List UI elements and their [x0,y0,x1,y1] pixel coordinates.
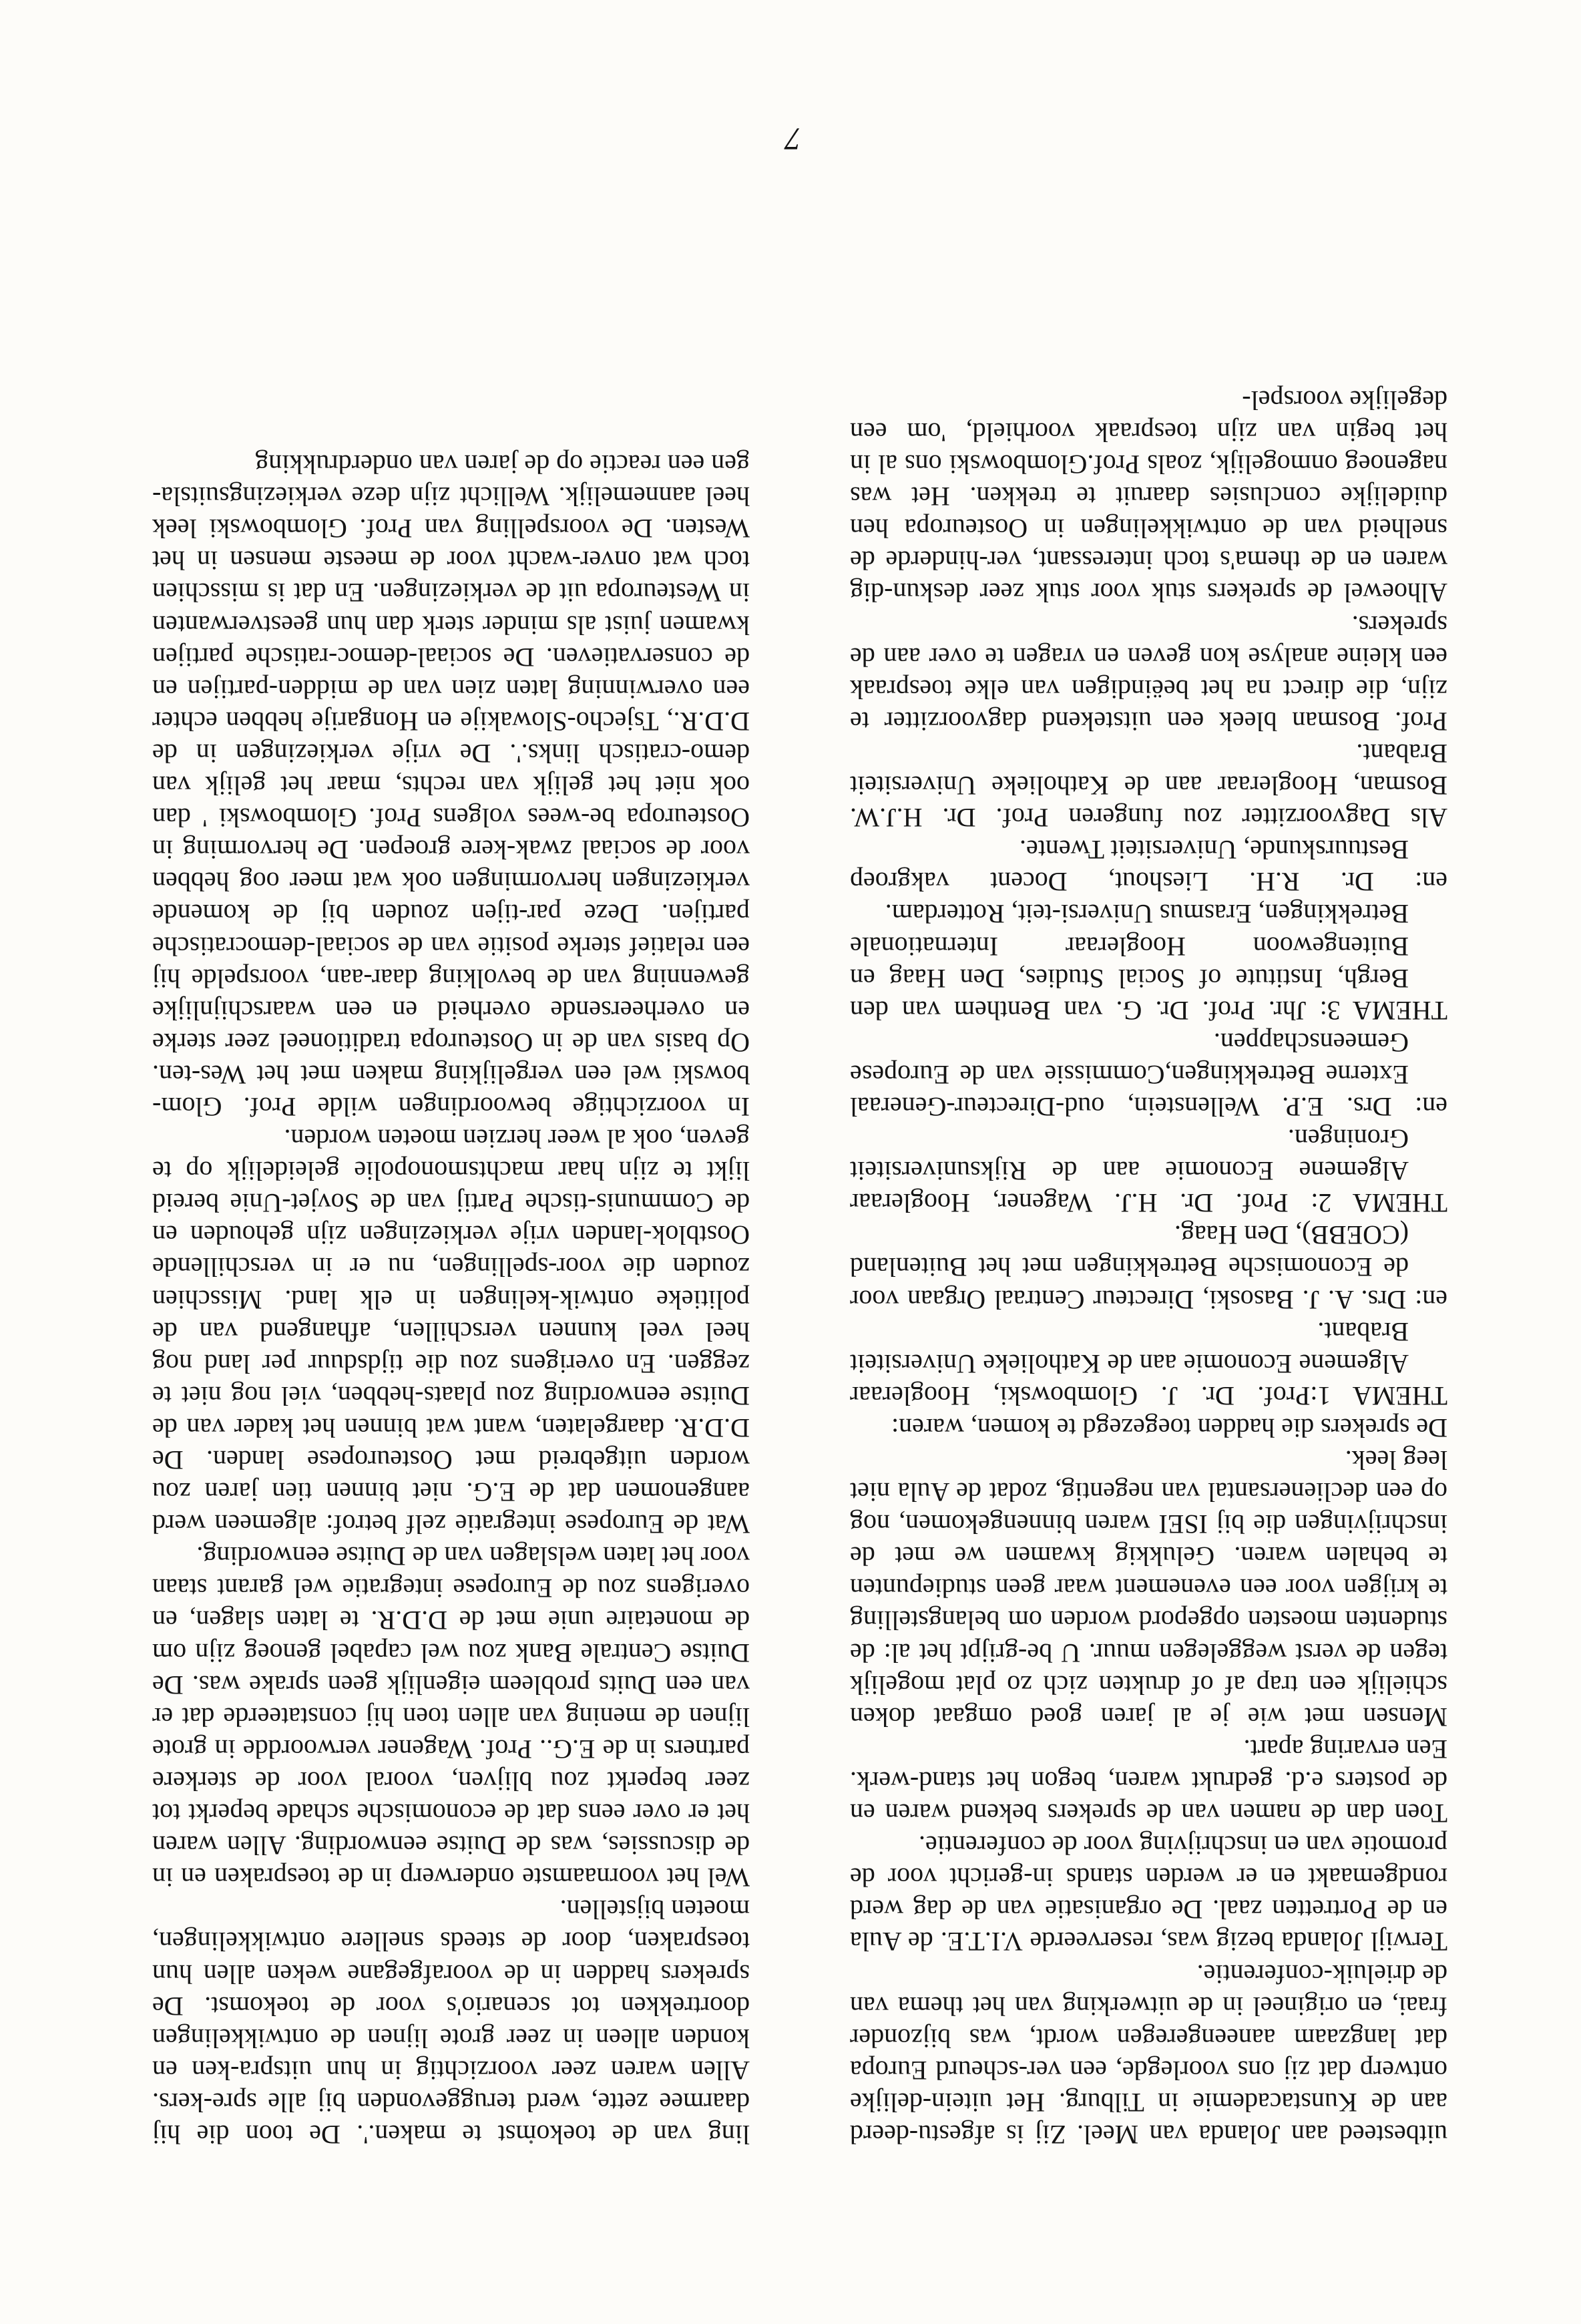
right-column [152,448,750,2150]
speakers-intro: De sprekers die hadden toegezegd te komen, waren: [891,1412,1447,1443]
paragraph-organisation: Terwijl Jolanda bezig was, reserveerde V.I.T.E. de Aula en de Portretten zaal. De organisatie van de dag werd rondgemaakt en er werden stands in-gericht voor de promotie van en inschrijving voor de conferentie. [850,1830,1447,1957]
paragraph-standwork: Toen dan de namen van de sprekers bekend waren en de posters e.d. gedrukt waren, begon het stand-werk. Een ervaring apart. [850,1734,1447,1829]
paragraph-speakers-caution: Alhoewel de sprekers stuk voor stuk zeer deskun-dig waren en de thema's toch interessant, ver-hinderde de snelheid van de ontwikkelingen in Oosteuropa hen duidelijke conclusies daaruit te trekken. Het was nagenoeg onmogelijk, zoals Prof.Glombowski ons al in het begin van zijn toespraak voorhield, 'om een degelijke voorspel- [850,385,1447,608]
speaker-theme-3-second: en: Dr. R.H. Lieshout, Docent vakgroep Bestuurskunde, Universiteit Twente. [850,835,1447,898]
paragraph-west-comparison: In voorzichtige bewoordingen wilde Prof. Glom-bowski wel een vergelijking maken met het Wes-ten. Op basis van de in Oosteuropa traditioneel zeer sterke en overheersende overheid en een waarschijnlijke gewenning van de bevolking daar-aan, voorspelde hij een relatief sterke positie van de sociaal-democratische partijen. Deze par-tijen zouden bij de komende verkiezingen hervormingen ook wat meer oog hebben voor de sociaal zwak-kere groepen. De hervorming in Oosteuropa be-wees volgens Prof. Glombowski ' dan ook niet het gelijk van rechts, maar het gelijk van demo-cratisch links.'. De vrije verkiezingen in de D.D.R., Tsjecho-Slowakije en Hongarije hebben echter een overwinning laten zien van de midden-partijen en de conservatieven. De sociaal-democ-ratische partijen kwamen juist als minder sterk dan hun geestverwanten in Westeuropa uit de verkiezingen. En dat is misschien toch wat onver-wacht voor de meeste mensen in het Westen. De voorspelling van Prof. Glombowski leek heel aannemelijk. Wellicht zijn deze verkiezingsuitsla-gen een reactie op de jaren van onderdrukking [152,449,750,1122]
page-number: 7 [785,121,801,156]
paragraph-bosman: Prof. Bosman bleek een uitstekend dagvoorzitter te zijn, die direct na het beëindigen van elke toespraak een kleine analyse kon geven en vragen te over aan de sprekers. [850,610,1447,737]
paragraph-european-integration: Wat de Europese integratie zelf betrof: algemeen werd aangenomen dat de E.G. niet binnen tien jaren zou worden uitgebreid met Oosteuropese landen. De D.D.R. daargelaten, want wat binnen het kader van de Duitse eenwording zou plaats-hebben, viel nog niet te zeggen. En overigens zou die tijdsduur per land nog heel veel kunnen verschillen, afhangend van de politieke ontwik-kelingen in elk land. Misschien zouden die voor-spellingen, nu er in verschillende Oostblok-landen vrije verkiezingen zijn gehouden en de Communis-tische Partij van de Sovjet-Unie bereid lijkt te zijn haar machtsmonopolie geleidelijk op te geven, ook al weer herzien moeten worden. [152,1124,750,1540]
speaker-theme-2: THEMA 2: Prof. Dr. H.J. Wagener, Hoogleraar Algemene Economie aan de Rijksuniversiteit Groningen. [850,1124,1447,1219]
speaker-theme-2-second: en: Drs. E.P. Wellenstein, oud-Directeur-Generaal Externe Betrekkingen,Commissie van de Europese Gemeenschappen. [850,1027,1447,1122]
left-column [850,384,1447,2150]
paragraph-forecast: ling van de toekomst te maken.'. De toon die hij daarmee zette, werd teruggevonden bij alle spre-kers. Allen waren zeer voorzichtig in hun uitspra-ken en konden alleen in zeer grote lijnen de ontwikkelingen doortrekken tot scenario's voor de toekomst. De sprekers hadden in de voorafgegane weken allen hun toespraken, door de steeds snellere ontwikkelingen, moeten bijstellen. [152,1895,750,2150]
paragraph-recruiting: Mensen met wie je al jaren goed omgaat doken schielijk een trap af of drukten zich zo plat mogelijk tegen de verst weggelegen muur. U be-grijpt het al: de studenten moesten opgepord worden om belangstelling te krijgen voor een evenement waar geen studiepunten te behalen waren. Gelukkig kwamen we met de inschrijvingen die bij ISEI waren binnengekomen, nog op een declienersantal van negentig, zodat de Aula niet leeg leek. [850,1445,1447,1732]
speaker-theme-1-second: en: Drs. A. J. Basoski, Directeur Centraal Orgaan voor de Economische Betrekkingen met het Buitenland (COEBB), Den Haag. [850,1220,1447,1315]
paragraph-design: uitbesteed aan Jolanda van Meel. Zij is afgestu-deerd aan de Kunstacademie in Tilburg. Het uitein-delijke ontwerp dat zij ons voorlegde, een ver-scheurd Europa dat langzaam aaneengeregen wordt, was bijzonder fraai, en origineel in de uitwerking van het thema van de drieluik-conferentie. [850,1959,1447,2150]
paragraph-german-unification: Wel het voornaamste onderwerp in de toespraken en in de discussies, was de Duitse eenwording. Allen waren het er over eens dat de economische schade beperkt tot zeer beperkt zou blijven, vooral voor de sterkere partners in de E.G.. Prof. Wagener verwoordde in grote lijnen de mening van allen toen hij constateerde dat er van een Duits probleem eigenlijk geen sprake was. De Duitse Centrale Bank zou wel capabel genoeg zijn om de monetaire unie met de D.D.R. te laten slagen, en overigens zou de Europese integratie wel garant staan voor het laten welslagen van de Duitse eenwording. [152,1541,750,1893]
speaker-theme-3: THEMA 3: Jhr. Prof. Dr. G. van Benthem van den Bergh, Institute of Social Studies, Den Haag en Buitengewoon Hoogleraar Internationale Betrekkingen, Erasmus Universi-teit, Rotterdam. [850,899,1447,1026]
paragraph-chairman: Als Dagvoorzitter zou fungeren Prof. Dr. H.J.W. Bosman, Hoogleraar aan de Katholieke Universiteit Brabant. [850,738,1447,833]
speaker-theme-1: THEMA 1:Prof. Dr. J. Glombowski, Hoogleraar Algemene Economie aan de Katholieke Universiteit Brabant. [850,1316,1447,1411]
